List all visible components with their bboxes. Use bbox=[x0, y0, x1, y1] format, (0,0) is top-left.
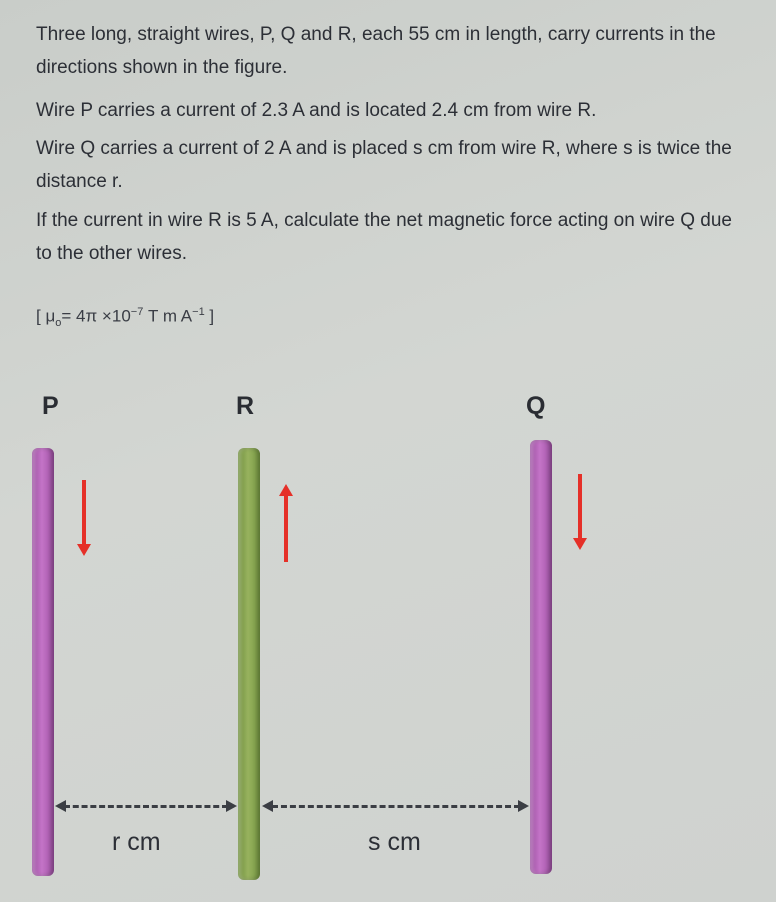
dimension-rq-line bbox=[272, 805, 520, 808]
question-line-1: Three long, straight wires, P, Q and R, each 55 cm in length, carry currents in the directions shown in the figure. bbox=[36, 24, 716, 78]
dimension-pr-line bbox=[64, 805, 228, 808]
wire-r bbox=[238, 448, 260, 880]
question-line-2: Wire P carries a current of 2.3 A and is located 2.4 cm from wire R. bbox=[36, 100, 597, 121]
constant-exp: −7 bbox=[130, 306, 144, 318]
wire-q-current-arrow bbox=[578, 474, 582, 540]
question-line-4: If the current in wire R is 5 A, calculate the net magnetic force acting on wire Q due to the other wires. bbox=[36, 210, 732, 264]
constant-unit: T m A bbox=[143, 306, 193, 326]
wire-r-current-arrow bbox=[284, 494, 288, 562]
dimension-pr-right-arrowhead bbox=[226, 800, 237, 812]
constant-sub: o bbox=[55, 317, 62, 330]
wire-r-label: R bbox=[236, 392, 255, 420]
wire-q-label: Q bbox=[526, 392, 546, 420]
wire-p-label: P bbox=[42, 392, 59, 420]
constant-close: ] bbox=[204, 306, 215, 326]
question-line-3: Wire Q carries a current of 2 A and is placed s cm from wire R, where s is twice the distance r. bbox=[36, 138, 732, 192]
wire-p bbox=[32, 448, 54, 876]
constant-mid: = 4π ×10 bbox=[61, 306, 131, 326]
wire-p-current-arrow bbox=[82, 480, 86, 546]
constant-open: [ μ bbox=[36, 306, 56, 326]
dimension-rq-label: s cm bbox=[368, 828, 421, 856]
dimension-rq-right-arrowhead bbox=[518, 800, 529, 812]
permeability-constant bbox=[36, 306, 214, 329]
wire-q bbox=[530, 440, 552, 874]
dimension-pr-label: r cm bbox=[112, 828, 161, 856]
constant-unit-exp: −1 bbox=[192, 306, 205, 318]
